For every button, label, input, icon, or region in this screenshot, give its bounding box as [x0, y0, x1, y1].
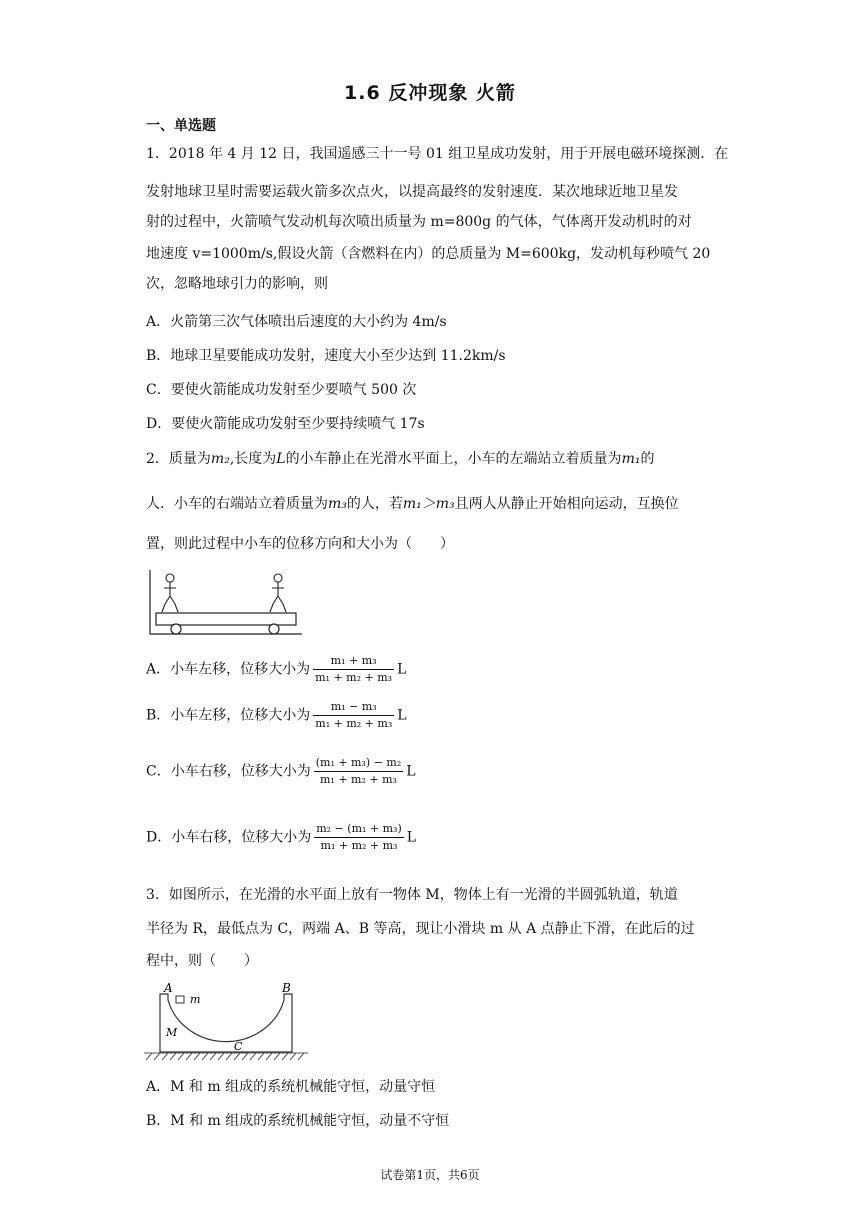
var-m2: m₂ [210, 451, 230, 467]
q2-line-1: 2．质量为m₂,长度为L的小车静止在光滑水平面上，小车的左端站立着质量为m₁的 [146, 451, 655, 467]
q1-option-a: A．火箭第三次气体喷出后速度的大小约为 4m/s [146, 314, 447, 330]
cart-frame [150, 570, 302, 634]
q3-line-3: 程中，则（ ） [146, 953, 258, 969]
var-m3: m₃ [328, 496, 347, 512]
q1-option-c: C．要使火箭能成功发射至少要喷气 500 次 [146, 382, 417, 398]
fraction-c: $\frac{\text{(m₁ + m₃) − m₂}}{\text{m₁ + m₂ + m₃}}$ [315, 756, 402, 786]
q2-option-d: D．小车右移，位移大小为 $\frac{\text{m₂ − (m₁ + m₃)}}{\text{m₁ + m₂ + m₃}}$ L [146, 822, 417, 852]
q1-line-2: 发射地球卫星时需要运载火箭多次点火，以提高最终的发射速度．某次地球近地卫星发 [146, 184, 678, 200]
track-figure [142, 980, 308, 1066]
q1-line-4: 地速度 v=1000m/s,假设火箭（含燃料在内）的总质量为 M=600kg，发动机每秒喷气 20 [146, 246, 711, 262]
fraction-d: $\frac{\text{m₂ − (m₁ + m₃)}}{\text{m₁ + m₂ + m₃}}$ [316, 822, 402, 852]
label-M: M [166, 1026, 178, 1039]
q3-option-a: A．M 和 m 组成的系统机械能守恒，动量守恒 [146, 1079, 436, 1095]
q1-option-b: B．地球卫星要能成功发射，速度大小至少达到 11.2km/s [146, 348, 506, 364]
section-heading: 一、单选题 [146, 118, 216, 134]
label-a: A [164, 981, 173, 995]
page-footer: 试卷第1页，共6页 [380, 1168, 480, 1182]
ground-hatch [144, 1053, 308, 1060]
var-L: L [276, 451, 286, 467]
q1-option-d: D．要使火箭能成功发射至少要持续喷气 17s [146, 416, 425, 432]
condition: m₁＞m₃ [402, 496, 455, 512]
q2-line-3: 置，则此过程中小车的位移方向和大小为（ ） [146, 536, 454, 552]
label-b: B [282, 981, 291, 995]
slider-block [176, 996, 184, 1003]
q1-line-1: 1．2018 年 4 月 12 日，我国遥感三十一号 01 组卫星成功发射，用于开展电磁环境探测．在 [146, 146, 729, 162]
fraction-b: $\frac{\text{m₁ − m₃}}{\text{m₁ + m₂ + m₃}}$ [315, 700, 393, 730]
q1-line-5: 次，忽略地球引力的影响，则 [146, 276, 328, 292]
q3-option-b: B．M 和 m 组成的系统机械能守恒，动量不守恒 [146, 1113, 450, 1129]
person-right-icon [270, 574, 286, 612]
fraction-a: $\frac{\text{m₁ + m₃}}{\text{m₁ + m₂ + m₃}}$ [315, 654, 393, 684]
q2-option-b: B．小车左移，位移大小为 $\frac{\text{m₁ − m₃}}{\text{m₁ + m₂ + m₃}}$ L [146, 700, 407, 730]
page-title: 1.6 反冲现象 火箭 [344, 82, 516, 104]
person-left-icon [162, 574, 178, 612]
var-m1: m₁ [621, 451, 641, 467]
q2-line-2: 人．小车的右端站立着质量为m₃的人，若m₁＞m₃且两人从静止开始相向运动，互换位 [146, 496, 679, 512]
q2-option-c: C．小车右移，位移大小为 $\frac{\text{(m₁ + m₃) − m₂}}{\text{m₁ + m₂ + m₃}}$ L [146, 756, 416, 786]
label-m: m [190, 993, 201, 1006]
q1-line-3: 射的过程中，火箭喷气发动机每次喷出质量为 m=800g 的气体，气体离开发动机时的对 [146, 214, 692, 230]
label-c: C [234, 1040, 243, 1053]
q3-line-1: 3．如图所示，在光滑的水平面上放有一物体 M，物体上有一光滑的半圆弧轨道，轨道 [146, 887, 678, 903]
cart-figure [146, 568, 306, 646]
q2-option-a: A．小车左移，位移大小为 $\frac{\text{m₁ + m₃}}{\text{m₁ + m₂ + m₃}}$ L [146, 654, 407, 684]
q3-line-2: 半径为 R，最低点为 C，两端 A、B 等高，现让小滑块 m 从 A 点静止下滑，在此后的过 [146, 921, 695, 937]
